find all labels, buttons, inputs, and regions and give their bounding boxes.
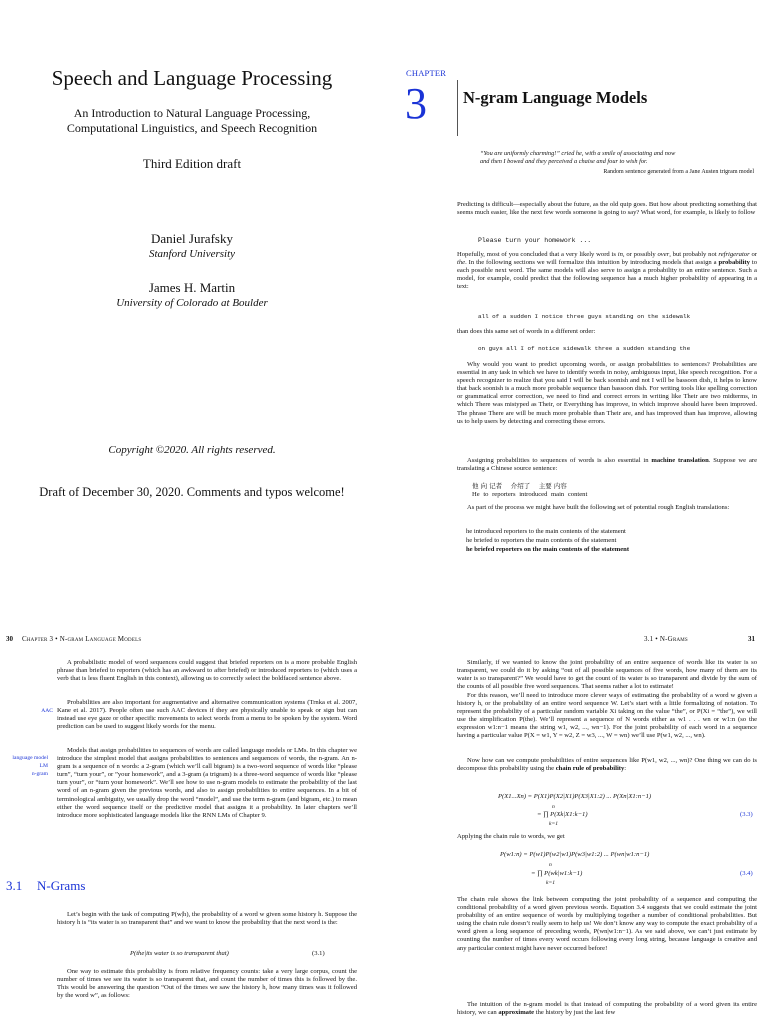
running-head-left: Chapter 3 • N-gram Language Models: [22, 635, 142, 643]
equation-3-4-line1: P(w1:n) = P(w1)P(w2|w1)P(w3|w1:2) ... P(wn|w1:n−1): [500, 851, 650, 858]
chapter-title: N-gram Language Models: [463, 88, 648, 107]
p30-para3: Models that assign probabilities to sequences of words are called language models or LMs. In this chapter we introduce the simplest model that assigns probabilities to sentences and sequences of words, the n-gram. An n-gram is a sequence of n words: a 2-gram (which we’ll call bigram) is a two-word sequence of words like “please turn”, “turn your”, or ”your homework”, and a 3-gram (a trigram) is a three-word sequence of words like “please turn your”, or “turn your homework”. We’ll see how to use n-gram models to estimate the probability of the last word of an n-gram given the previous words, and also to assign probabilities to entire sequences. In a bit of terminological ambiguity, we usually drop the word “model”, and use the term n-gram (and bigram, etc.) to mean either the word sequence itself or the predictive model that assigns it a probability. In later chapters we’ll introduce more sophisticated language models like the RNN LMs of Chapter 9.: [57, 747, 357, 819]
book-subtitle-line1: An Introduction to Natural Language Processing,: [73, 106, 311, 120]
page-number-30: 30: [6, 635, 13, 643]
author2-name: James H. Martin: [148, 280, 236, 295]
translation-1: he introduced reporters to the main contents of the statement: [466, 528, 626, 535]
p31-para2: For this reason, we’ll need to introduce more clever ways of estimating the probability of a word w given a history h, or the probability of an entire word sequence W. Let’s start with a little formalizing of notation. To represent the probability of a particular random variable Xi taking on the value “the”, or P(Xi = “the”), we will use the simplification P(the). We’ll represent a sequence of N words either as w1 . . . wn or w1:n (so the expression w1:n−1 means the string w1, w2, ..., wn−1). For the joint probability of each word in a sequence having a particular value P(X = w1, Y = w2, Z = w3, ..., W = wn) we’ll use P(w1, w2, ..., wn).: [457, 692, 757, 740]
chapter-para6: As part of the process we might have built the following set of potential rough English translations:: [467, 504, 730, 511]
section-title: N-Grams: [37, 878, 86, 893]
p30-para5: One way to estimate this probability is from relative frequency counts: take a very large corpus, count the number of times we see its water is so transparent that, and count the number of times this is followed by the. This would be answering the question “Out of the times we saw the history h, how many times was it followed by the word w”, as follows:: [57, 968, 357, 1000]
edition-label: Third Edition draft: [142, 156, 242, 171]
code-example2: all of a sudden I notice three guys standing on the sidewalk: [478, 313, 691, 320]
author1-affiliation: Stanford University: [148, 248, 236, 260]
chapter-para4: Why would you want to predict upcoming words, or assign probabilities to sentences? Probabilities are essential in any task in which we have to identify words in noisy, ambiguous input, like speech recognition. For a speech recognizer to realize that you said I will be back soonish and not I will be bassoon dish, it helps to know that back soonish is a much more probable sequence than bassoon dish. For writing tools like spelling correction or grammatical error correction, we need to find and correct errors in writing like Their are two midterms, in which There was mistyped as Their, or Everything has improve, in which improve should have been improved. The phrase There are will be much more probable than Their are, and has improved than has improve, allowing us to help users by detecting and correcting these errors.: [457, 361, 757, 425]
copyright-notice: Copyright ©2020. All rights reserved.: [108, 444, 276, 456]
author1-name: Daniel Jurafsky: [151, 231, 233, 246]
equation-3-3-line2: = ∏ P(Xk|X1:k−1): [537, 811, 588, 818]
equation-3-4-prod-top: n: [549, 862, 552, 868]
chapter-divider: [457, 80, 458, 136]
margin-note-aac: AAC: [41, 708, 53, 714]
equation-3-3-line1: P(X1...Xn) = P(X1)P(X2|X1)P(X3|X1:2) ... P(Xn|X1:n−1): [498, 793, 652, 800]
epigraph-line1: “You are uniformly charming!” cried he, with a smile of associating and now: [480, 150, 676, 157]
translation-3: he briefed reporters on the main contents of the statement: [466, 546, 630, 553]
chinese-gloss: He to reporters introduced main content: [472, 491, 588, 498]
equation-3-4-line2: = ∏ P(wk|w1:k−1): [531, 870, 583, 877]
code-example3: on guys all I of notice sidewalk three a sudden standing the: [478, 345, 691, 352]
book-subtitle-line2: Computational Linguistics, and Speech Recognition: [66, 121, 318, 135]
p31-para3: Now how can we compute probabilities of entire sequences like P(w1, w2, ..., wn)? One thing we can do is decompose this probability using the chain rule of probability:: [457, 757, 757, 773]
translation-2: he briefed to reporters the main contents of the statement: [466, 537, 617, 544]
equation-3-4-prod-bottom: k=1: [546, 880, 556, 886]
p31-para6: The intuition of the n-gram model is that instead of computing the probability of a word given its entire history, we can approximate the history by just the last few: [457, 1001, 757, 1017]
chapter-number: 3: [405, 79, 427, 128]
margin-note-ngram: n-gram: [31, 771, 48, 777]
margin-note-language-model: language model: [12, 755, 48, 761]
margin-note-lm: LM: [39, 763, 48, 769]
chapter-para5: Assigning probabilities to sequences of words is also essential in machine translation. Suppose we are translating a Chinese source sentence:: [457, 457, 757, 473]
equation-3-1: P(the|its water is so transparent that): [130, 950, 229, 957]
equation-3-1-number: (3.1): [312, 950, 325, 957]
book-title: Speech and Language Processing: [51, 66, 333, 90]
chapter-label: CHAPTER: [406, 68, 447, 78]
p30-para1: A probabilistic model of word sequences could suggest that briefed reporters on is a more probable English phrase than briefed to reporters (which has an awkward to after briefed) or introduced reporters to (which uses a verb that is less fluent English in this context), allowing us to correctly select the boldfaced sentence above.: [57, 659, 357, 683]
chapter-para2: Hopefully, most of you concluded that a very likely word is in, or possibly over, but probably not refrigerator or the. In the following sections we will formalize this intuition by introducing models that assign a probability to each possible next word. The same models will also serve to assign a probability to an entire sentence. Such a model, for example, could predict that the following sequence has a much higher probability of appearing in a text:: [457, 251, 757, 291]
p31-para4: Applying the chain rule to words, we get: [457, 833, 565, 840]
p31-para5: The chain rule shows the link between computing the joint probability of a sequence and computing the conditional probability of a word given previous words. Equation 3.4 suggests that we could estimate the joint probability of an entire sequence of words by multiplying together a number of conditional probabilities. But using the chain rule doesn’t really seem to help us! We don’t know any way to compute the exact probability of a word given a long sequence of preceding words, P(wn|w1:n−1). As we said above, we can’t just estimate by counting the number of times every word occurs following every long string, because language is creative and any particular context might have never occurred before!: [457, 896, 757, 952]
equation-3-4-number: (3.4): [740, 870, 753, 877]
author2-affiliation: University of Colorado at Boulder: [116, 297, 268, 309]
epigraph-line2: and then I bowed and they perceived a chaise and four to wish for.: [480, 158, 648, 165]
p30-para2: Probabilities are also important for augmentative and alternative communication systems (Trnka et al. 2007, Kane et al. 2017). People often use such AAC devices if they are physically unable to speak or sign but can instead use eye gaze or other specific movements to select words from a menu to be spoken by the system. Word prediction can be used to suggest likely words for the menu.: [57, 699, 357, 731]
section-number: 3.1: [6, 878, 23, 893]
chapter-para1: Predicting is difficult—especially about the future, as the old quip goes. But how about predicting something that seems much easier, like the next few words someone is going to say? What word, for example, is likely to follow: [457, 201, 757, 217]
running-head-right: 3.1 • N-Grams: [644, 635, 688, 643]
p31-para1: Similarly, if we wanted to know the joint probability of an entire sequence of words like its water is so transparent, we could do it by asking “out of all possible sequences of five words, how many of them are its water is so transparent?” We would have to get the count of its water is so transparent and divide by the sum of the counts of all possible five word sequences. That seems rather a lot to estimate!: [457, 659, 757, 691]
page-number-31: 31: [748, 635, 755, 643]
equation-3-3-prod-bottom: k=1: [549, 821, 559, 827]
equation-3-3-number: (3.3): [740, 811, 753, 818]
draft-note: Draft of December 30, 2020. Comments and typos welcome!: [39, 485, 345, 499]
equation-3-3-prod-top: n: [552, 804, 555, 810]
code-example1: Please turn your homework ...: [478, 237, 592, 244]
epigraph-source: Random sentence generated from a Jane Austen trigram model: [603, 169, 754, 175]
chinese-source-sentence: 他 向 记者 介绍了 主要 内容: [472, 482, 567, 490]
chapter-para3: than does this same set of words in a different order:: [457, 328, 596, 335]
p30-para4: Let’s begin with the task of computing P(w|h), the probability of a word w given some history h. Suppose the history h is “its water is so transparent that” and we want to know the probability that the next word is the:: [57, 911, 357, 927]
